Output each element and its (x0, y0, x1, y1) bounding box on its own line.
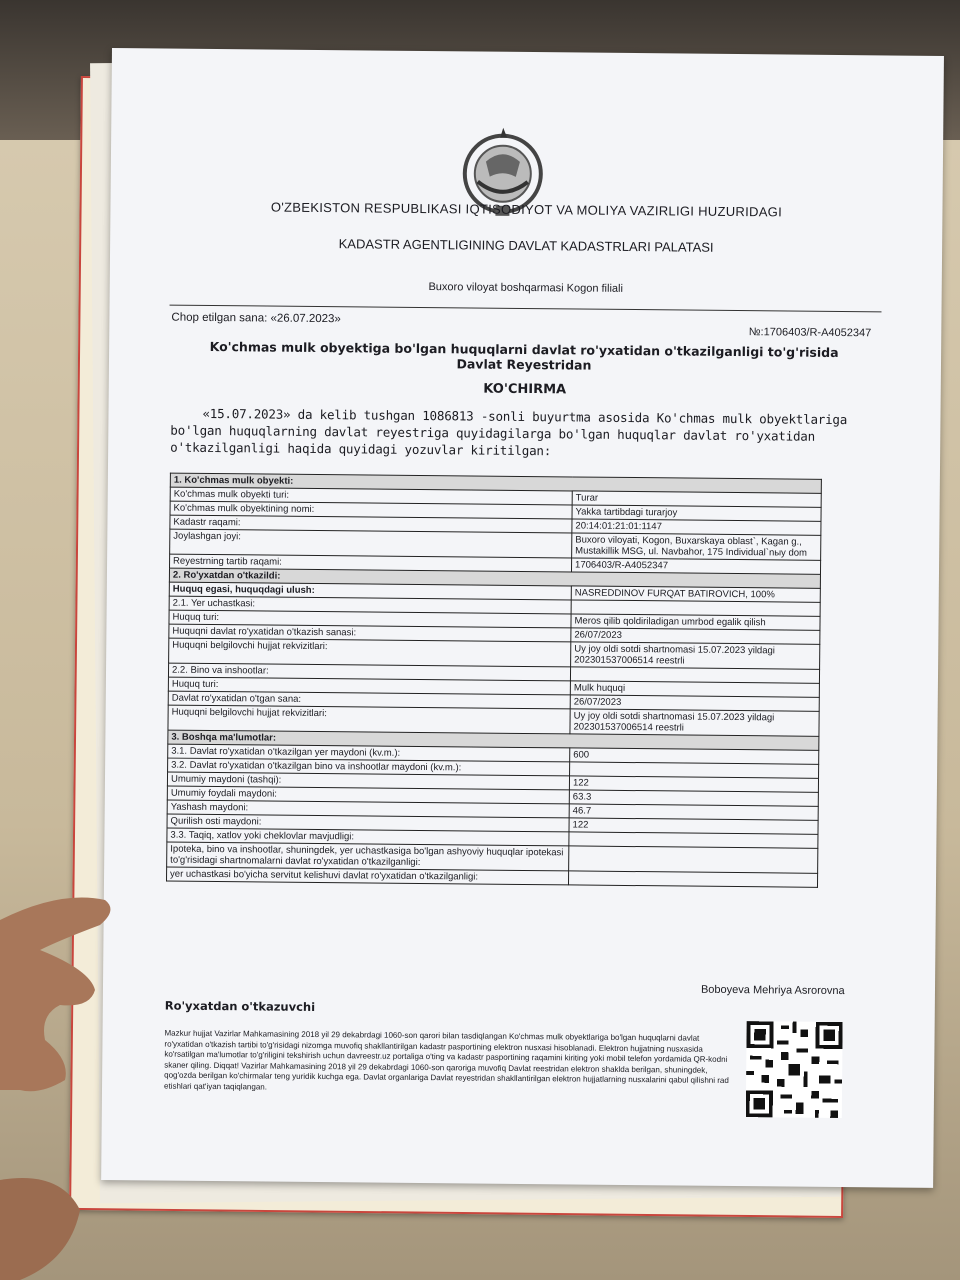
row-value: 122 (569, 818, 818, 834)
row-value: 122 (569, 776, 818, 792)
print-date: Chop etilgan sana: «26.07.2023» (171, 311, 341, 326)
row-label: Huquqni belgilovchi hujjat rekvizitlari: (168, 705, 570, 734)
row-label: Kadastr raqami: (170, 515, 572, 533)
row-value: Buxoro viloyati, Kogon, Buxarskaya oblast`, Kagan g., Mustakillik MSG, ul. Navbahor, 175 Individual`nыy dom (572, 533, 821, 560)
document-title: Ko'chmas mulk obyektiga bo'lgan huquqlarni davlat ro'yxatidan o'tkazilganligi to'g'risida Davlat Reyestridan (209, 338, 839, 373)
row-value: 46.7 (569, 804, 818, 820)
row-label: Ipoteka, bino va inshootlar, shuningdek, yer uchastkasiga bo'lgan ashyoviy huquqlar ipotekasi to'g'risidagi shartnomalarni davlat ro'yxatidan o'tkazilganligi: (167, 842, 569, 871)
row-label: Huquq turi: (169, 610, 571, 628)
row-label: 2.1. Yer uchastkasi: (169, 596, 571, 614)
row-label: Reyestrning tartib raqami: (170, 554, 572, 572)
row-label: Huquqni davlat ro'yxatidan o'tkazish sanasi: (169, 624, 571, 642)
row-value: 26/07/2023 (571, 628, 820, 644)
row-value: 26/07/2023 (570, 695, 819, 711)
row-label: Ko'chmas mulk obyekti turi: (170, 487, 572, 505)
signer-label: Ro'yxatdan o'tkazuvchi (164, 998, 316, 1014)
ministry-heading: O'ZBEKISTON RESPUBLIKASI IQTISODIYOT VA MOLIYA VAZIRLIGI HUZURIDAGI (270, 199, 783, 220)
row-value: Yakka tartibdagi turarjoy (572, 505, 821, 521)
row-label: yer uchastkasi bo'yicha servitut kelishuvi davlat ro'yxatidan o'tkazilganligi: (167, 867, 569, 885)
divider (170, 305, 882, 313)
row-label: 3. Boshqa ma'lumotlar: (168, 730, 819, 750)
row-label: Davlat ro'yxatidan o'tgan sana: (168, 691, 570, 709)
signer-name: Boboyeva Mehriya Asrorovna (700, 983, 845, 998)
row-label: Joylashgan joyi: (170, 529, 572, 558)
row-label: Ko'chmas mulk obyektining nomi: (170, 501, 572, 519)
row-value: 63.3 (569, 790, 818, 806)
row-label: Umumiy foydali maydoni: (167, 786, 569, 804)
row-value: Uy joy oldi sotdi shartnomasi 15.07.2023 yildagi 202301537006514 reestrli (570, 709, 819, 736)
row-value: Turar (572, 491, 821, 507)
row-label: Yashash maydoni: (167, 800, 569, 818)
row-value: NASREDDINOV FURQAT BATIROVICH, 100% (571, 586, 820, 602)
row-label: Huquq egasi, huquqdagi ulush: (169, 582, 571, 600)
registry-table (166, 473, 822, 888)
row-value: 20:14:01:21:01:1147 (572, 519, 821, 535)
agency-heading: KADASTR AGENTLIGINING DAVLAT KADASTRLARI PALATASI (338, 236, 714, 255)
row-value (568, 871, 817, 887)
row-value: Meros qilib qoldiriladigan umrbod egalik qilish (571, 614, 820, 630)
row-label: Qurilish osti maydoni: (167, 814, 569, 832)
row-label: Umumiy maydoni (tashqi): (167, 772, 569, 790)
hand-photo (0, 880, 125, 1280)
row-label: 3.2. Davlat ro'yxatidan o'tkazilgan bino va inshootlar maydoni (kv.m.): (168, 758, 570, 776)
row-label: 1. Ko'chmas mulk obyekti: (170, 473, 821, 493)
row-label: Huquqni belgilovchi hujjat rekvizitlari: (169, 638, 571, 667)
qr-code-icon (746, 1021, 843, 1118)
row-label: 2.2. Bino va inshootlar: (168, 663, 570, 681)
document-subtitle: KO'CHIRMA (483, 381, 567, 398)
row-value: 1706403/R-A4052347 (571, 558, 820, 574)
row-value: Mulk huquqi (570, 681, 819, 697)
branch-name: Buxoro viloyat boshqarmasi Kogon filiali (428, 281, 623, 295)
row-label: 2. Ro'yxatdan o'tkazildi: (169, 568, 820, 588)
row-label: Huquq turi: (168, 677, 570, 695)
row-label: 3.1. Davlat ro'yxatidan o'tkazilgan yer maydoni (kv.m.): (168, 744, 570, 762)
row-value (569, 846, 818, 873)
row-value: Uy joy oldi sotdi shartnomasi 15.07.2023 yildagi 202301537006514 reestrli (571, 642, 820, 669)
row-value: 600 (570, 748, 819, 764)
intro-paragraph: «15.07.2023» da kelib tushgan 1086813 -sonli buyurtma asosida Ko'chmas mulk obyektlariga bo'lgan huquqlarning davlat reyestriga quyidagilarga bo'lgan huquqlar davlat ro'yxatidan o'tkazilganligi haqida quyidagi yozuvlar kiritilgan: (170, 405, 848, 459)
row-label: 3.3. Taqiq, xatlov yoki cheklovlar mavjudligi: (167, 828, 569, 846)
document-number: №:1706403/R-A4052347 (748, 326, 872, 340)
document-sheet (101, 48, 944, 1188)
legal-footer: Mazkur hujjat Vazirlar Mahkamasining 2018 yil 29 dekabrdagi 1060-son qarori bilan tasdiqlangan Ko'chmas mulk obyektlariga bo'lgan huquqlarni davlat ro'yxatidan o'tkazish tartibi to'g'risidagi nizomga muvofiq shakllantirilgan kadastr pasportining elektron nusxasi hisoblanadi. Elektron hujjatning nusxasida ko'rsatilgan ma'lumotlar to'g'riligini tekshirish uchun davreestr.uz portaliga o'ting va kadastr pasportining raqamini kiriting yoki mobil telefon yordamida QR-kodni skaner qiling. Diqqat! Vazirlar Mahkamasining 2018 yil 29 dekabrdagi 1060-son qaroriga muvofiq Davlat reestridan elektron shaklda berilgan, shuningdek, qog'ozda berilgan ko'chirmalar teng yuridik kuchga ega. Davlat organlariga Davlat reyestridan shakllantirilgan elektron hujjatlarning nusxalarini qabul qilishni rad etishlari qat'iyan taqiqlangan. (163, 1028, 729, 1092)
